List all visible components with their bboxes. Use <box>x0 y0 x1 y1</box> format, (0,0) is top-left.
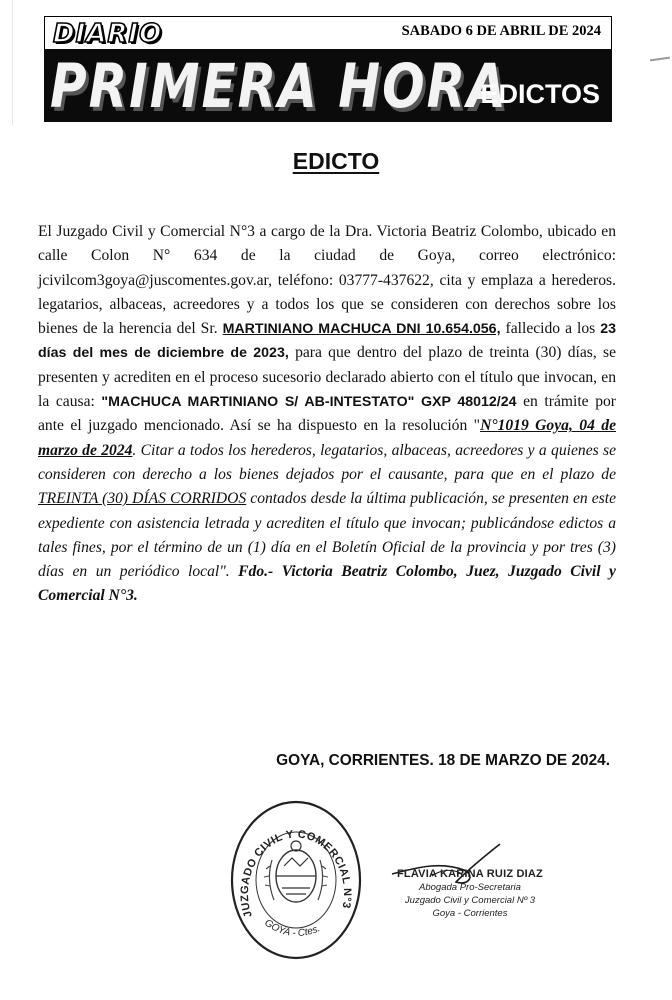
edict-body <box>38 220 616 609</box>
signer-title: Abogada Pro-Secretaria <box>419 882 521 893</box>
text-part-5: . Citar a todos los herederos, legatarios, albaceas, acreedores y a quienes se consideren con derecho a los bienes dejados por el causante, para que en el plazo de <box>38 441 616 483</box>
coat-of-arms-icon <box>264 841 328 902</box>
death-date: 23 días del mes de diciembre de 2023, <box>38 321 616 362</box>
court-seal <box>228 796 364 962</box>
text-part-3: para que dentro del plazo de treinta (30) días, se presenten y acrediten en el proceso sucesorio declarado abierto con el título que invocan, en la causa: <box>38 344 617 411</box>
resolution-ref: N°1019 Goya, 04 de marzo de 2024 <box>38 417 616 459</box>
signature-block <box>380 868 560 920</box>
masthead-black-bar <box>44 49 612 122</box>
edge-mark <box>650 57 670 62</box>
brand-main-text: PRIMERA HORA <box>50 51 508 122</box>
section-label: EDICTOS <box>480 79 600 109</box>
brand-top-text: DIARIO <box>53 19 163 49</box>
text-part-1: El Juzgado Civil y Comercial N°3 a cargo de la Dra. Victoria Beatriz Colombo, ubicado en calle Colon N° 634 de la ciudad de Goya, correo electrónico: jcivilcom3goya@juscomentes.gov.ar, teléfono: 03777-437622, cita y emplaza a herederos. legatarios, albaceas, acreedores y a todos los que se consideren con derechos sobre los bienes de la herencia del Sr. <box>38 223 616 338</box>
signer-court: Juzgado Civil y Comercial Nº 3 <box>404 895 536 906</box>
issue-date: SABADO 6 DE ABRIL DE 2024 <box>401 23 601 39</box>
place-and-date: GOYA, CORRIENTES. 18 DE MARZO DE 2024. <box>276 752 610 769</box>
document-title-wrap <box>0 148 672 175</box>
newspaper-masthead <box>44 16 612 122</box>
page-margin-line <box>0 0 13 125</box>
signer-city: Goya - Corrientes <box>432 908 508 919</box>
text-part-6: contados desde la última publicación, se presenten en este expediente con asistencia letrada y acrediten el título que invocan; publicándose edictos a tales fines, por el término de un (1) día en el Boletín Oficial de la provincia y por tres (3) días en un periódico local". <box>38 490 616 581</box>
seal-bottom-text: GOYA - Ctes. <box>262 917 322 940</box>
signer-name: FLAVIA KARINA RUIZ DIAZ <box>397 868 543 880</box>
deceased-name: MARTINIANO MACHUCA DNI 10.654.056, <box>222 321 501 338</box>
term-period: TREINTA (30) DÍAS CORRIDOS <box>38 490 247 508</box>
case-name: "MACHUCA MARTINIANO S/ AB-INTESTATO" GXP 48012/24 <box>101 394 517 411</box>
text-part-4: en trámite por ante el juzgado mencionado. Así se ha dispuesto en la resolución " <box>38 393 616 435</box>
signed-by: Fdo.- Victoria Beatriz Colombo, Juez, Juzgado Civil y Comercial N°3. <box>38 563 616 605</box>
masthead-top-band <box>44 16 612 49</box>
document-title: EDICTO <box>292 148 380 174</box>
seal-ring-text: JUZGADO CIVIL Y COMERCIAL N°3 <box>238 828 354 919</box>
edict-paragraph <box>38 220 616 609</box>
text-part-2: fallecido a los <box>500 320 601 338</box>
